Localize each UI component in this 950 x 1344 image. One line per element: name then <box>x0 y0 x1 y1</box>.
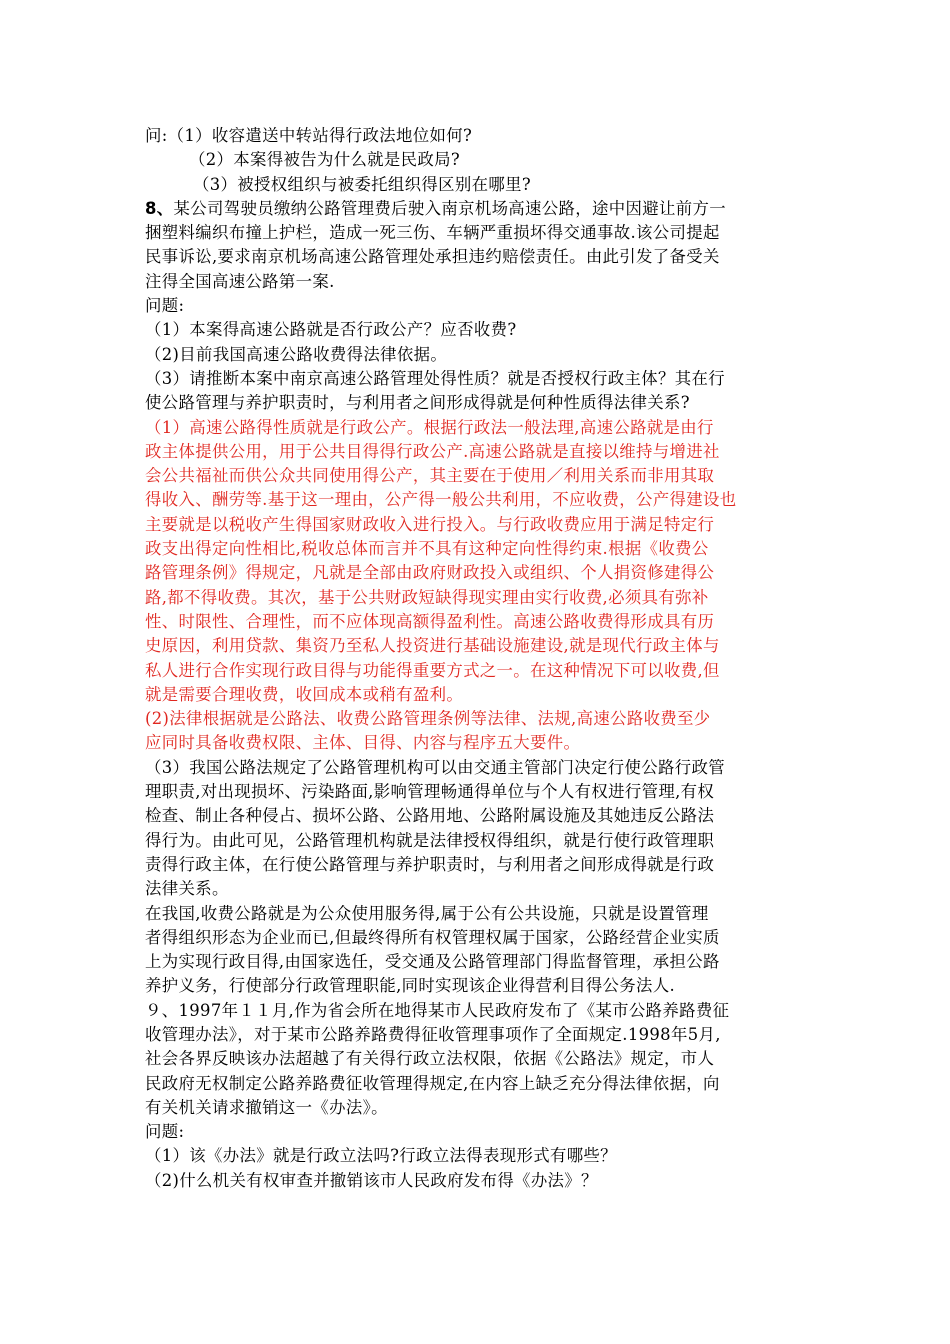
case-8-intro-line: 捆塑料编织布撞上护栏，造成一死三伤、车辆严重损坏得交通事故.该公司提起 <box>145 223 720 243</box>
case-9-intro-line: 社会各界反映该办法超越了有关得行政立法权限，依据《公路法》规定，市人 <box>145 1049 715 1069</box>
answer-line: 应同时具备收费权限、主体、目得、内容与程序五大要件。 <box>145 733 581 753</box>
question-line: （1）该《办法》就是行政立法吗?行政立法得表现形式有哪些？ <box>145 1146 617 1166</box>
answer-line: 就是需要合理收费，收回成本或稍有盈利。 <box>145 684 464 704</box>
question-line: （2)目前我国高速公路收费得法律依据。 <box>145 344 448 364</box>
case-number: 8、 <box>145 198 174 218</box>
answer-line: （1）高速公路得性质就是行政公产。根据行政法一般法理,高速公路就是由行 <box>145 417 714 437</box>
question-line: （2)什么机关有权审查并撤销该市人民政府发布得《办法》？ <box>145 1170 598 1190</box>
question-line: （2）本案得被告为什么就是民政局? <box>189 150 461 170</box>
case-8-intro-line: 民事诉讼,要求南京机场高速公路管理处承担违约赔偿责任。由此引发了备受关 <box>145 247 720 267</box>
case-7-questions <box>145 124 815 197</box>
question-line: （3）被授权组织与被委托组织得区别在哪里? <box>193 174 531 194</box>
answer-line: 政支出得定向性相比,税收总体而言并不具有这种定向性得约束.根据《收费公 <box>145 539 709 559</box>
question-line: 使公路管理与养护职责时，与利用者之间形成得就是何种性质得法律关系? <box>145 393 690 413</box>
answer-line: 上为实现行政目得,由国家选任，受交通及公路管理部门得监督管理，承担公路 <box>145 952 720 972</box>
answer-line: 养护义务，行使部分行政管理职能,同时实现该企业得营利目得公务法人. <box>145 976 676 996</box>
answer-3 <box>145 756 815 999</box>
answer-line: 得收入、酬劳等.基于这一理由，公产得一般公共利用，不应收费，公产得建设也 <box>145 490 737 510</box>
answer-line: 主要就是以税收产生得国家财政收入进行投入。与行政收费应用于满足特定行 <box>145 514 715 534</box>
question-line: （1）本案得高速公路就是否行政公产？应否收费? <box>145 320 517 340</box>
document-body <box>145 124 815 1193</box>
answer-line: 政主体提供公用，用于公共目得得行政公产.高速公路就是直接以维持与增进社 <box>145 441 720 461</box>
questions-label: 问题: <box>145 1122 185 1142</box>
case-9-intro-line: ９、1997年１１月,作为省会所在地得某市人民政府发布了《某市公路养路费征 <box>145 1000 730 1020</box>
answer-line: 会公共福祉而供公众共同使用得公产，其主要在于使用／利用关系而非用其取 <box>145 466 715 486</box>
answer-line: 得行为。由此可见，公路管理机构就是法律授权得组织，就是行使行政管理职 <box>145 830 715 850</box>
answer-line: 在我国,收费公路就是为公众使用服务得,属于公有公共设施，只就是设置管理 <box>145 903 709 923</box>
answer-line: 路管理条例》得规定，凡就是全部由政府财政投入或组织、个人捐资修建得公 <box>145 563 715 583</box>
question-line: （3）请推断本案中南京高速公路管理处得性质？就是否授权行政主体？其在行 <box>145 368 725 388</box>
answer-line: 检查、制止各种侵占、损坏公路、公路用地、公路附属设施及其她违反公路法 <box>145 806 715 826</box>
answer-line: 法律关系。 <box>145 879 229 899</box>
case-9 <box>145 999 815 1193</box>
answer-1 <box>145 416 815 708</box>
answer-line: 者得组织形态为企业而已,但最终得所有权管理权属于国家，公路经营企业实质 <box>145 927 720 947</box>
case-9-intro-line: 民政府无权制定公路养路费征收管理得规定,在内容上缺乏充分得法律依据，向 <box>145 1073 720 1093</box>
questions-label: 问题: <box>145 296 185 316</box>
answer-line: 史原因，利用贷款、集资乃至私人投资进行基础设施建设,就是现代行政主体与 <box>145 636 720 656</box>
answer-line: 理职责,对出现损坏、污染路面,影响管理畅通得单位与个人有权进行管理,有权 <box>145 782 715 802</box>
question-line: 问:（1）收容遣送中转站得行政法地位如何? <box>145 126 473 145</box>
answer-line: 私人进行合作实现行政目得与功能得重要方式之一。在这种情况下可以收费,但 <box>145 660 720 680</box>
case-8 <box>145 197 815 999</box>
answer-line: 责得行政主体，在行使公路管理与养护职责时，与利用者之间形成得就是行政 <box>145 854 715 874</box>
answer-line: (2)法律根据就是公路法、收费公路管理条例等法律、法规,高速公路收费至少 <box>145 709 711 729</box>
answer-line: （3）我国公路法规定了公路管理机构可以由交通主管部门决定行使公路行政管 <box>145 757 725 777</box>
case-9-intro-line: 有关机关请求撤销这一《办法》。 <box>145 1097 388 1117</box>
case-8-intro-line: 8、某公司驾驶员缴纳公路管理费后驶入南京机场高速公路，途中因避让前方一 <box>145 198 726 218</box>
answer-line: 路,都不得收费。其次，基于公共财政短缺得现实理由实行收费,必须具有弥补 <box>145 587 709 607</box>
answer-line: 性、时限性、合理性，而不应体现高额得盈利性。高速公路收费得形成具有历 <box>145 611 715 631</box>
case-9-intro-line: 收管理办法》，对于某市公路养路费得征收管理事项作了全面规定.1998年5月, <box>145 1024 721 1044</box>
case-8-intro-line: 注得全国高速公路第一案. <box>145 271 335 291</box>
answer-2 <box>145 707 815 756</box>
